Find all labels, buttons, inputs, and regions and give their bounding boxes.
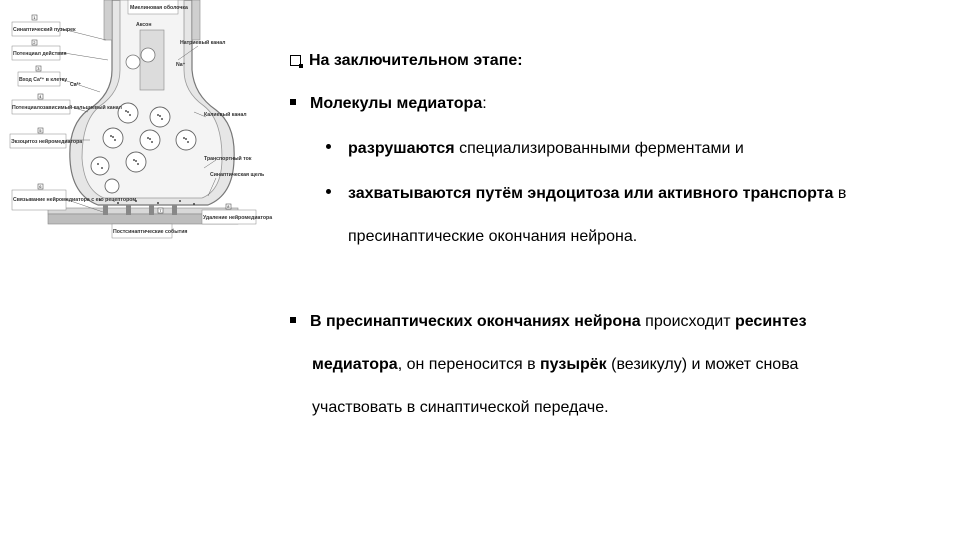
label-cleft: Синаптическая щель bbox=[210, 172, 265, 178]
synapse-illustration bbox=[8, 0, 273, 240]
label-exocytosis: Экзоцитоз нейромедиатора bbox=[11, 139, 83, 145]
label-removal: Удаление нейромедиатора bbox=[203, 215, 273, 221]
label-na-channel: Натриевый канал bbox=[180, 40, 226, 46]
round-bullet-icon bbox=[326, 189, 331, 194]
diagram-marker-3: 3 bbox=[37, 66, 40, 72]
label-action-potential: Потенциал действия bbox=[13, 51, 67, 57]
label-ca-entry: Вход Ca²⁺ в клетку bbox=[19, 77, 68, 83]
bullet-resynthesis: В пресинаптических окончаниях нейрона происходит ресинтез bbox=[290, 312, 807, 332]
myelin-sheath-right bbox=[192, 0, 200, 40]
label-binding: Связывание нейромедиатора с его рецептором bbox=[13, 197, 137, 203]
label-na: Na⁺ bbox=[176, 62, 186, 68]
label-transporter: Транспортный ток bbox=[204, 156, 252, 162]
square-bullet-icon bbox=[290, 99, 296, 105]
heading-text: На заключительном этапе: bbox=[309, 52, 523, 69]
bullet-resynthesis-line2: медиатора, он переносится в пузырёк (везикулу) и может снова bbox=[312, 356, 799, 373]
label-ca: Ca²⁺ bbox=[70, 82, 82, 88]
label-myelin: Миелиновая оболочка bbox=[130, 5, 188, 11]
bullet-resynthesis-line3: участвовать в синаптической передаче. bbox=[312, 399, 609, 416]
heading bbox=[290, 51, 523, 71]
bullet-mediator-molecules: Молекулы медиатора: bbox=[290, 94, 487, 114]
label-k-channel: Калиевый канал bbox=[204, 112, 247, 118]
diagram-marker-8: 8 bbox=[227, 204, 230, 210]
diagram-marker-4: 4 bbox=[39, 94, 42, 100]
diagram-marker-6: 6 bbox=[39, 184, 42, 190]
myelin-sheath-left bbox=[104, 0, 112, 40]
sub-bullet-destroyed: разрушаются специализированными ферментами и bbox=[326, 139, 744, 159]
round-bullet-icon bbox=[326, 144, 331, 149]
sub-bullet-captured-line2: пресинаптические окончания нейрона. bbox=[348, 228, 638, 245]
diagram-marker-1: 1 bbox=[33, 15, 36, 21]
label-vesicle: Синаптический пузырек bbox=[13, 27, 76, 33]
square-bullet-icon bbox=[290, 317, 296, 323]
diagram-marker-5: 5 bbox=[39, 128, 42, 134]
label-ca-channel: Потенциалозависимый кальциевый канал bbox=[12, 105, 122, 111]
synapse-diagram bbox=[8, 0, 273, 240]
diagram-marker-2: 2 bbox=[33, 40, 36, 46]
label-axon: Аксон bbox=[136, 22, 152, 28]
checkbox-bullet-icon bbox=[290, 55, 301, 66]
sub-bullet-captured: захватываются путём эндоцитоза или активного транспорта в bbox=[326, 184, 846, 204]
diagram-marker-7: 7 bbox=[159, 208, 162, 214]
label-postsynaptic: Постсинаптические события bbox=[113, 229, 188, 235]
